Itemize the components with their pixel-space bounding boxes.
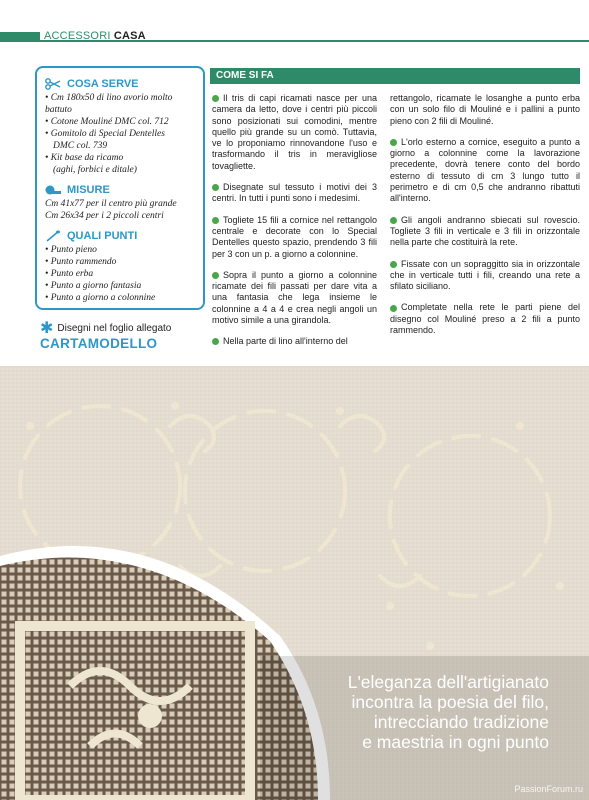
bullet-dot-icon [212,95,219,102]
asterisk-icon: ✱ [40,319,54,337]
list-item: • Kit base da ricamo [45,152,195,164]
quali-punti-list [45,244,195,304]
cartamodello-title: CARTAMODELLO [40,336,158,351]
cartamodello-note-text: Disegni nel foglio allegato [57,323,172,334]
instructions-column-2 [390,93,580,346]
misure-line: Cm 41x77 per il centro più grande [45,199,177,209]
bullet-dot-icon [390,261,397,268]
section-title-b: CASA [113,30,146,42]
list-item: • Cotone Mouliné DMC col. 712 [45,116,195,128]
list-item: • Punto rammendo [45,256,195,268]
list-item: • Punto a giorno fantasia [45,280,195,292]
bullet-dot-icon [212,338,219,345]
bullet-dot-icon [390,305,397,312]
cartamodello-note [40,319,172,351]
watermark: PassionForum.ru [514,784,583,794]
bullet-dot-icon [390,217,397,224]
quali-punti-title: QUALI PUNTI [67,230,138,242]
tape-measure-icon [45,184,61,196]
scissors-icon [45,78,61,90]
page-header [0,0,589,52]
cosa-serve-title: COSA SERVE [67,78,139,90]
bullet-dot-icon [212,217,219,224]
come-si-fa-bar: COME SI FA [210,68,580,84]
paragraph: Fissate con un sopraggitto sia in orizzontale che in verticale tutti i fili, creando una rete a sfilato siciliano. [390,258,580,292]
caption-line: incontra la poesia del filo, [351,692,549,712]
bullet-dot-icon [212,272,219,279]
bullet-dot-icon [390,139,397,146]
section-title-a: ACCESSORI [44,30,111,42]
caption-line: intrecciando tradizione [373,712,549,732]
paragraph: Completate nella rete le parti piene del disegno col Mouliné preso a 2 fili a punto rammendo. [390,302,580,336]
misure-line: Cm 26x34 per i 2 piccoli centri [45,211,164,221]
list-item: • Gomitolo di Special Dentelles [45,128,195,140]
list-item: DMC col. 739 [53,141,108,151]
instructions-column-1 [212,93,377,358]
photo-caption [299,672,549,752]
paragraph: Togliete 15 fili a cornice nel rettangolo centrale e decorate con lo Special Dentelles questo spazio, prendendo 3 fili per 3 con un p. a giorno a colonnine. [212,214,377,259]
quali-punti-heading [45,230,195,242]
paragraph: Il tris di capi ricamati nasce per una camera da letto, dove i centri più piccoli sono posizionati sui comodini, mentre quello più grande su un comò. Tuttavia, ve lo proponiamo rinnovandone l'uso e trasformando il tris in meravigliose tovagliette. [212,93,377,171]
paragraph: L'orlo esterno a cornice, eseguito a punto a giorno a colonnine come la lavorazione precedente, dovrà tenere conto del bordo esterno di tessuto di cm 3 lungo tutto il perimetro e di cm 0,5 che andranno ribattuti all'interno. [390,136,580,204]
list-item: • Cm 180x50 di lino avorio molto battuto [45,92,195,116]
list-item: • Punto pieno [45,244,195,256]
misure-title: MISURE [67,184,110,196]
caption-line: L'eleganza dell'artigianato [347,672,549,692]
cosa-serve-list [45,92,195,176]
paragraph: rettangolo, ricamate le losanghe a punto erba con un solo filo di Mouliné e i pallini a punto pieno con 2 fili di Mouliné. [390,93,580,126]
misure-heading [45,184,195,196]
paragraph: Gli angoli andranno sbiecati sul rovescio. Togliete 3 fili in verticale e 3 fili in orizzontale nella parte che costituirà la rete. [390,214,580,248]
list-item: • Punto erba [45,268,195,280]
cosa-serve-heading [45,78,195,90]
list-item: (aghi, forbici e ditale) [53,165,137,175]
list-item: • Punto a giorno a colonnine [45,292,195,304]
needle-icon [45,230,61,242]
bullet-dot-icon [212,184,219,191]
section-title [44,30,146,42]
caption-line: e maestria in ogni punto [362,732,549,752]
paragraph: Disegnate sul tessuto i motivi dei 3 centri. In tutti i punti sono i medesimi. [212,182,377,204]
materials-box [35,66,205,310]
paragraph: Nella parte di lino all'interno del [212,336,377,347]
paragraph: Sopra il punto a giorno a colonnine ricamate dei fili passati per dare vita a una fantasia che lega insieme le colonnine a 4 a 4 e crea negli angoli un motivo simile a una girandola. [212,269,377,326]
